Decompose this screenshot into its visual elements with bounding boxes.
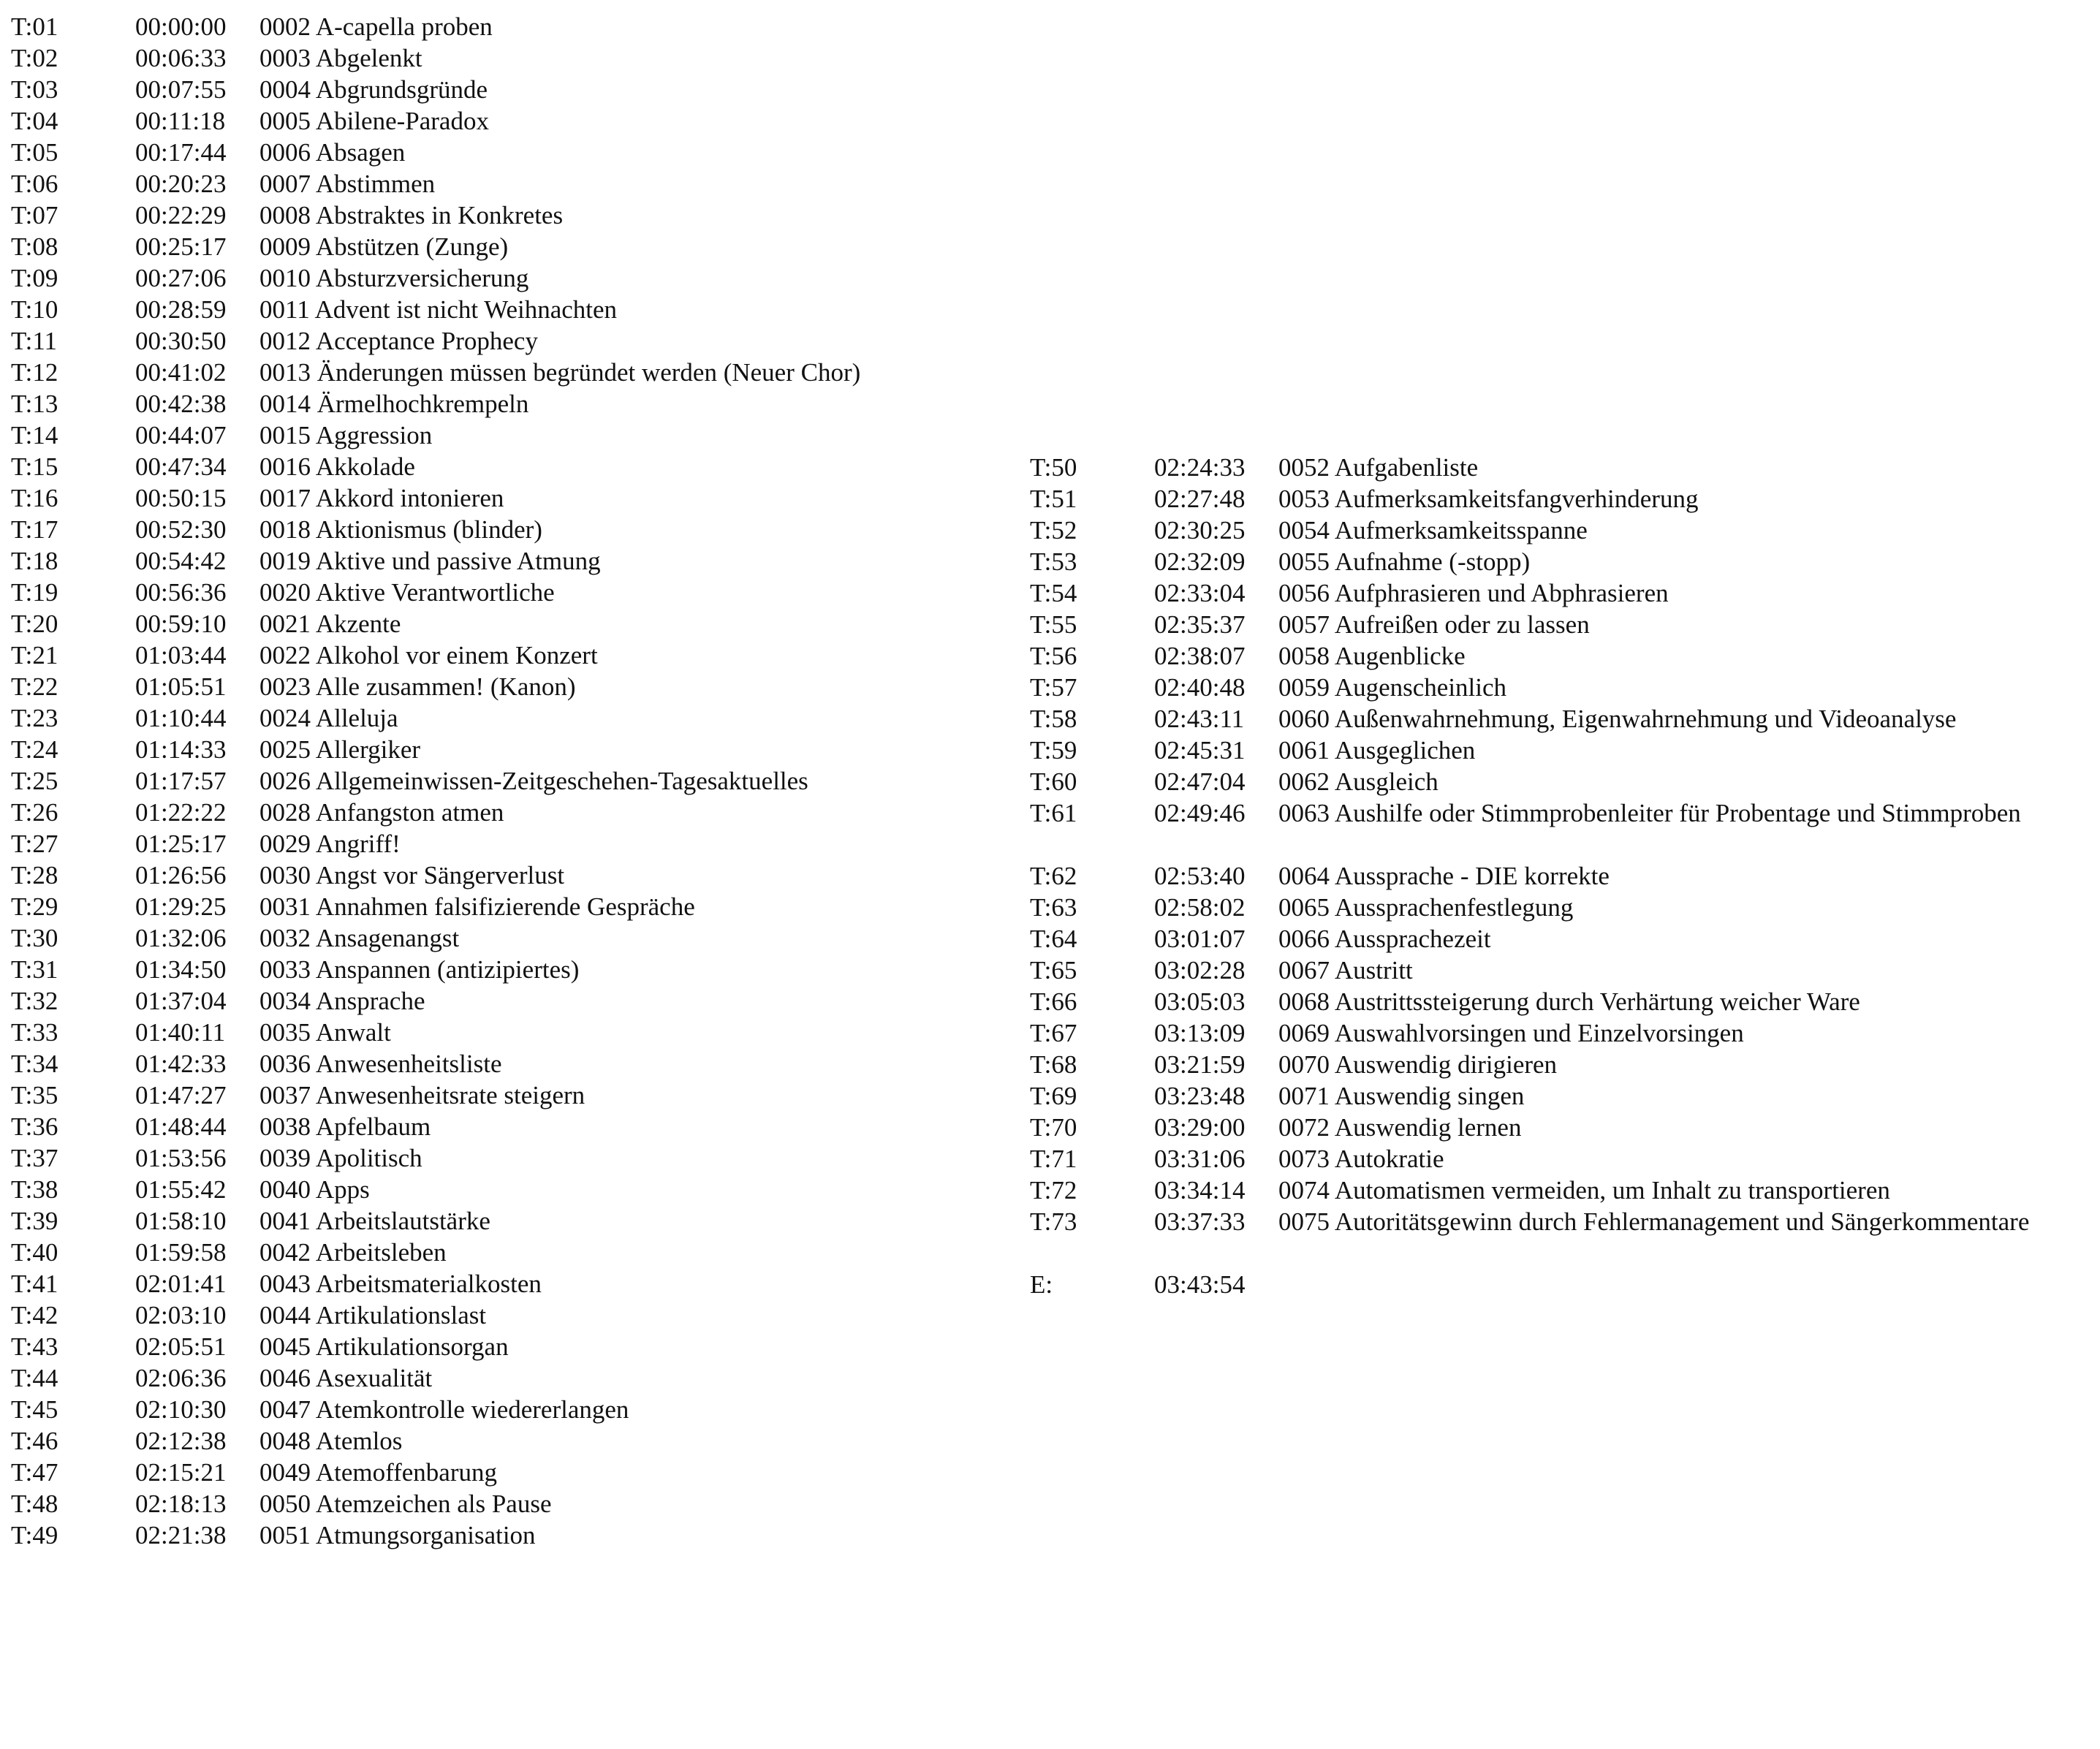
track-timestamp: 02:35:37: [1154, 610, 1246, 639]
track-title: 0026 Allgemeinwissen-Zeitgeschehen-Tagesaktuelles: [259, 767, 808, 795]
track-timestamp: 02:58:02: [1154, 893, 1246, 922]
track-timestamp: 03:37:33: [1154, 1207, 1246, 1236]
track-title: 0005 Abilene-Paradox: [259, 107, 489, 135]
track-number: T:70: [1030, 1113, 1077, 1142]
track-title: 0058 Augenblicke: [1278, 642, 1466, 670]
track-number: T:16: [11, 484, 58, 512]
track-timestamp: 03:01:07: [1154, 925, 1246, 953]
track-number: T:57: [1030, 673, 1077, 702]
track-timestamp: 02:47:04: [1154, 767, 1246, 796]
track-number: T:63: [1030, 893, 1077, 922]
track-timestamp: 01:32:06: [135, 924, 227, 952]
track-timestamp: 01:47:27: [135, 1081, 227, 1109]
track-timestamp: 02:15:21: [135, 1458, 227, 1487]
track-timestamp: 03:23:48: [1154, 1082, 1246, 1110]
track-number: T:04: [11, 107, 58, 135]
track-timestamp: 02:01:41: [135, 1270, 227, 1298]
track-title: 0036 Anwesenheitsliste: [259, 1050, 502, 1078]
track-title: 0032 Ansagenangst: [259, 924, 460, 952]
track-title: 0029 Angriff!: [259, 830, 401, 858]
track-number: T:15: [11, 452, 58, 481]
track-timestamp: 03:21:59: [1154, 1050, 1246, 1079]
track-title: 0006 Absagen: [259, 138, 406, 167]
track-title: 0033 Anspannen (antizipiertes): [259, 955, 580, 984]
track-timestamp: 00:07:55: [135, 75, 227, 104]
track-number: T:53: [1030, 547, 1077, 576]
track-number: T:56: [1030, 642, 1077, 670]
track-timestamp: 00:56:36: [135, 578, 227, 607]
track-number: T:28: [11, 861, 58, 889]
track-number: T:29: [11, 892, 58, 921]
track-number: T:71: [1030, 1145, 1077, 1173]
track-number: T:38: [11, 1175, 58, 1204]
track-timestamp: 02:45:31: [1154, 736, 1246, 765]
track-number: T:27: [11, 830, 58, 858]
track-timestamp: 00:22:29: [135, 201, 227, 229]
track-title: 0037 Anwesenheitsrate steigern: [259, 1081, 585, 1109]
track-number: T:01: [11, 12, 58, 41]
track-title: 0035 Anwalt: [259, 1018, 391, 1047]
track-timestamp: 02:33:04: [1154, 579, 1246, 607]
track-timestamp: 02:24:33: [1154, 453, 1246, 482]
track-timestamp: 02:38:07: [1154, 642, 1246, 670]
track-number: T:66: [1030, 987, 1077, 1016]
track-timestamp: 01:29:25: [135, 892, 227, 921]
track-title: 0018 Aktionismus (blinder): [259, 515, 542, 544]
track-title: 0052 Aufgabenliste: [1278, 453, 1479, 482]
track-title: 0055 Aufnahme (-stopp): [1278, 547, 1531, 576]
track-title: 0044 Artikulationslast: [259, 1301, 487, 1329]
track-title: 0057 Aufreißen oder zu lassen: [1278, 610, 1590, 639]
track-number: T:41: [11, 1270, 58, 1298]
track-timestamp: 03:13:09: [1154, 1019, 1246, 1047]
track-timestamp: 02:43:11: [1154, 705, 1245, 733]
track-number: T:50: [1030, 453, 1077, 482]
track-title: 0051 Atmungsorganisation: [259, 1521, 536, 1549]
track-timestamp: 02:05:51: [135, 1332, 227, 1361]
track-number: T:51: [1030, 485, 1077, 513]
track-number: T:24: [11, 735, 58, 764]
track-title: 0030 Angst vor Sängerverlust: [259, 861, 565, 889]
track-timestamp: 00:52:30: [135, 515, 227, 544]
track-title: 0045 Artikulationsorgan: [259, 1332, 509, 1361]
track-number: T:34: [11, 1050, 58, 1078]
track-title: 0040 Apps: [259, 1175, 370, 1204]
track-title: 0028 Anfangston atmen: [259, 798, 504, 827]
track-timestamp: 01:34:50: [135, 955, 227, 984]
track-timestamp: 01:58:10: [135, 1207, 227, 1235]
track-number: T:52: [1030, 516, 1077, 545]
track-number: T:26: [11, 798, 58, 827]
track-number: T:64: [1030, 925, 1077, 953]
track-title: 0056 Aufphrasieren und Abphrasieren: [1278, 579, 1669, 607]
track-title: 0054 Aufmerksamkeitsspanne: [1278, 516, 1588, 545]
track-timestamp: 00:54:42: [135, 547, 227, 575]
track-timestamp: 01:55:42: [135, 1175, 227, 1204]
track-number: T:36: [11, 1112, 58, 1141]
track-timestamp: 01:03:44: [135, 641, 227, 669]
track-timestamp: 00:42:38: [135, 390, 227, 418]
track-number: T:23: [11, 704, 58, 732]
track-number: T:73: [1030, 1207, 1077, 1236]
track-title: 0020 Aktive Verantwortliche: [259, 578, 555, 607]
track-title: 0074 Automatismen vermeiden, um Inhalt zu transportieren: [1278, 1176, 1890, 1204]
track-title: 0071 Auswendig singen: [1278, 1082, 1525, 1110]
track-number: T:37: [11, 1144, 58, 1172]
track-title: 0070 Auswendig dirigieren: [1278, 1050, 1558, 1079]
track-title: 0048 Atemlos: [259, 1427, 403, 1455]
track-title: 0012 Acceptance Prophecy: [259, 327, 538, 355]
track-number: T:69: [1030, 1082, 1077, 1110]
track-timestamp: 00:27:06: [135, 264, 227, 292]
track-timestamp: 02:40:48: [1154, 673, 1246, 702]
track-title: 0011 Advent ist nicht Weihnachten: [259, 295, 618, 324]
track-title: 0002 A-capella proben: [259, 12, 493, 41]
track-title: 0023 Alle zusammen! (Kanon): [259, 672, 576, 701]
track-number: T:58: [1030, 705, 1077, 733]
track-title: 0039 Apolitisch: [259, 1144, 422, 1172]
track-title: 0046 Asexualität: [259, 1364, 433, 1392]
track-number: T:48: [11, 1490, 58, 1518]
track-number: T:55: [1030, 610, 1077, 639]
track-timestamp: 00:44:07: [135, 421, 227, 449]
track-number: T:12: [11, 358, 58, 387]
track-title: 0041 Arbeitslautstärke: [259, 1207, 490, 1235]
track-number: T:68: [1030, 1050, 1077, 1079]
track-number: T:60: [1030, 767, 1077, 796]
track-timestamp: 02:30:25: [1154, 516, 1246, 545]
track-timestamp: 02:10:30: [135, 1395, 227, 1424]
track-number: T:54: [1030, 579, 1077, 607]
track-title: 0014 Ärmelhochkrempeln: [259, 390, 529, 418]
track-timestamp: 00:25:17: [135, 232, 227, 261]
track-title: 0064 Aussprache - DIE korrekte: [1278, 862, 1610, 890]
track-timestamp: 00:28:59: [135, 295, 227, 324]
track-title: 0008 Abstraktes in Konkretes: [259, 201, 564, 229]
track-title: 0043 Arbeitsmaterialkosten: [259, 1270, 542, 1298]
track-title: 0047 Atemkontrolle wiedererlangen: [259, 1395, 629, 1424]
track-timestamp: 01:53:56: [135, 1144, 227, 1172]
track-title: 0031 Annahmen falsifizierende Gespräche: [259, 892, 695, 921]
track-title: 0065 Aussprachenfestlegung: [1278, 893, 1574, 922]
track-number: T:59: [1030, 736, 1077, 765]
track-title: 0034 Ansprache: [259, 987, 425, 1015]
track-timestamp: 01:48:44: [135, 1112, 227, 1141]
track-title: 0017 Akkord intonieren: [259, 484, 504, 512]
track-number: E:: [1030, 1270, 1053, 1299]
track-timestamp: 00:41:02: [135, 358, 227, 387]
track-timestamp: 00:17:44: [135, 138, 227, 167]
track-title: 0004 Abgrundsgründe: [259, 75, 488, 104]
track-number: T:13: [11, 390, 58, 418]
track-number: T:32: [11, 987, 58, 1015]
track-timestamp: 00:50:15: [135, 484, 227, 512]
track-title: 0066 Aussprachezeit: [1278, 925, 1491, 953]
track-title: 0021 Akzente: [259, 610, 401, 638]
track-timestamp: 00:30:50: [135, 327, 227, 355]
track-timestamp: 01:26:56: [135, 861, 227, 889]
track-timestamp: 03:31:06: [1154, 1145, 1246, 1173]
track-title: 0013 Änderungen müssen begründet werden (Neuer Chor): [259, 358, 861, 387]
track-title: 0025 Allergiker: [259, 735, 421, 764]
track-timestamp: 02:03:10: [135, 1301, 227, 1329]
track-number: T:67: [1030, 1019, 1077, 1047]
track-timestamp: 01:10:44: [135, 704, 227, 732]
track-number: T:25: [11, 767, 58, 795]
track-title: 0038 Apfelbaum: [259, 1112, 431, 1141]
track-title: 0022 Alkohol vor einem Konzert: [259, 641, 598, 669]
track-number: T:09: [11, 264, 58, 292]
track-number: T:07: [11, 201, 58, 229]
track-number: T:47: [11, 1458, 58, 1487]
track-timestamp: 00:47:34: [135, 452, 227, 481]
track-title: 0075 Autoritätsgewinn durch Fehlermanagement und Sängerkommentare: [1278, 1207, 2030, 1236]
track-title: 0059 Augenscheinlich: [1278, 673, 1507, 702]
track-title: 0042 Arbeitsleben: [259, 1238, 447, 1267]
track-number: T:19: [11, 578, 58, 607]
track-title: 0003 Abgelenkt: [259, 44, 422, 72]
track-number: T:30: [11, 924, 58, 952]
track-number: T:18: [11, 547, 58, 575]
track-title: 0007 Abstimmen: [259, 170, 436, 198]
track-timestamp: 01:25:17: [135, 830, 227, 858]
track-timestamp: 00:11:18: [135, 107, 226, 135]
track-title: 0062 Ausgleich: [1278, 767, 1438, 796]
track-number: T:11: [11, 327, 58, 355]
track-title: 0067 Austritt: [1278, 956, 1413, 984]
track-title: 0024 Alleluja: [259, 704, 398, 732]
track-number: T:46: [11, 1427, 58, 1455]
track-number: T:43: [11, 1332, 58, 1361]
track-title: 0069 Auswahlvorsingen und Einzelvorsingen: [1278, 1019, 1744, 1047]
track-timestamp: 03:05:03: [1154, 987, 1246, 1016]
track-timestamp: 01:22:22: [135, 798, 227, 827]
track-number: T:06: [11, 170, 58, 198]
track-title: 0060 Außenwahrnehmung, Eigenwahrnehmung und Videoanalyse: [1278, 705, 1957, 733]
track-title: 0073 Autokratie: [1278, 1145, 1444, 1173]
track-timestamp: 02:32:09: [1154, 547, 1246, 576]
track-number: T:22: [11, 672, 58, 701]
track-number: T:31: [11, 955, 58, 984]
track-title: 0015 Aggression: [259, 421, 433, 449]
track-title: 0068 Austrittssteigerung durch Verhärtung weicher Ware: [1278, 987, 1860, 1016]
track-timestamp: 01:59:58: [135, 1238, 227, 1267]
track-timestamp: 02:12:38: [135, 1427, 227, 1455]
track-timestamp: 02:49:46: [1154, 799, 1246, 827]
track-number: T:42: [11, 1301, 58, 1329]
track-title: 0009 Abstützen (Zunge): [259, 232, 509, 261]
track-number: T:05: [11, 138, 58, 167]
track-timestamp: 00:20:23: [135, 170, 227, 198]
track-number: T:08: [11, 232, 58, 261]
track-number: T:40: [11, 1238, 58, 1267]
track-timestamp: 01:14:33: [135, 735, 227, 764]
track-timestamp: 02:06:36: [135, 1364, 227, 1392]
track-timestamp: 01:05:51: [135, 672, 227, 701]
track-timestamp: 01:17:57: [135, 767, 227, 795]
track-timestamp: 02:21:38: [135, 1521, 227, 1549]
track-number: T:21: [11, 641, 58, 669]
track-timestamp: 02:53:40: [1154, 862, 1246, 890]
track-title: 0010 Absturzversicherung: [259, 264, 529, 292]
track-timestamp: 00:06:33: [135, 44, 227, 72]
track-title: 0050 Atemzeichen als Pause: [259, 1490, 552, 1518]
track-number: T:65: [1030, 956, 1077, 984]
track-number: T:10: [11, 295, 58, 324]
track-number: T:33: [11, 1018, 58, 1047]
track-title: 0049 Atemoffenbarung: [259, 1458, 497, 1487]
track-timestamp: 01:40:11: [135, 1018, 226, 1047]
track-number: T:35: [11, 1081, 58, 1109]
track-title: 0063 Aushilfe oder Stimmprobenleiter für Probentage und Stimmproben: [1278, 799, 2021, 827]
track-timestamp: 03:02:28: [1154, 956, 1246, 984]
track-number: T:03: [11, 75, 58, 104]
track-timestamp: 00:00:00: [135, 12, 227, 41]
track-number: T:45: [11, 1395, 58, 1424]
track-title: 0061 Ausgeglichen: [1278, 736, 1476, 765]
track-timestamp: 03:29:00: [1154, 1113, 1246, 1142]
track-title: 0072 Auswendig lernen: [1278, 1113, 1522, 1142]
track-timestamp: 03:43:54: [1154, 1270, 1246, 1299]
track-title: 0016 Akkolade: [259, 452, 415, 481]
track-number: T:39: [11, 1207, 58, 1235]
track-number: T:02: [11, 44, 58, 72]
track-number: T:49: [11, 1521, 58, 1549]
track-timestamp: 01:42:33: [135, 1050, 227, 1078]
track-number: T:14: [11, 421, 58, 449]
track-timestamp: 00:59:10: [135, 610, 227, 638]
track-number: T:44: [11, 1364, 58, 1392]
track-number: T:17: [11, 515, 58, 544]
track-number: T:61: [1030, 799, 1077, 827]
track-number: T:62: [1030, 862, 1077, 890]
track-timestamp: 02:18:13: [135, 1490, 227, 1518]
track-timestamp: 03:34:14: [1154, 1176, 1246, 1204]
track-timestamp: 02:27:48: [1154, 485, 1246, 513]
track-title: 0019 Aktive und passive Atmung: [259, 547, 601, 575]
track-number: T:20: [11, 610, 58, 638]
track-number: T:72: [1030, 1176, 1077, 1204]
track-title: 0053 Aufmerksamkeitsfangverhinderung: [1278, 485, 1699, 513]
track-timestamp: 01:37:04: [135, 987, 227, 1015]
